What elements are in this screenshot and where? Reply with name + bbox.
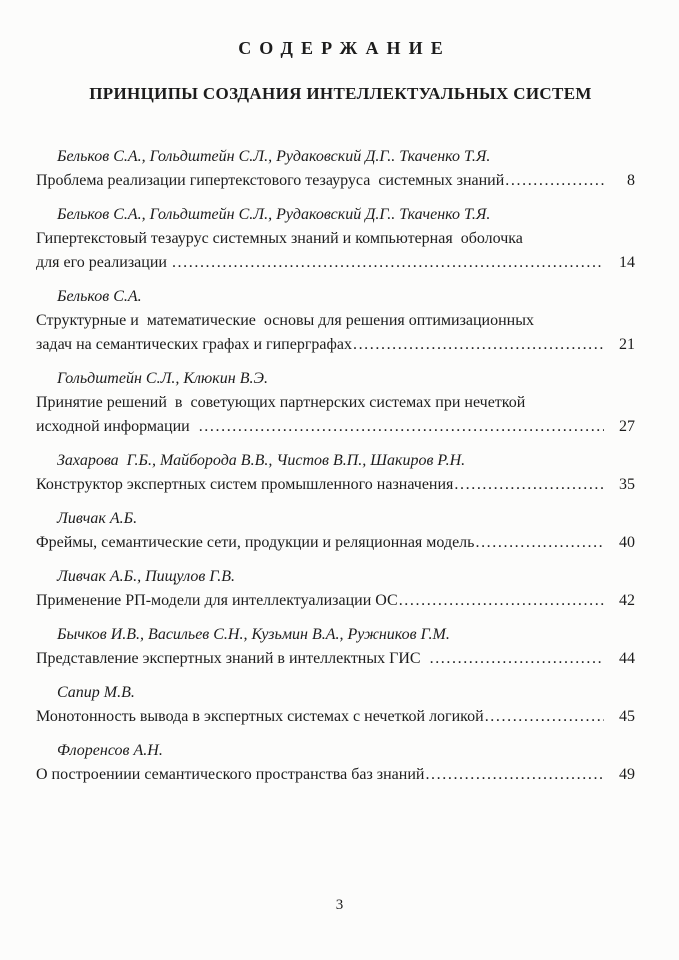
dot-leader xyxy=(172,251,604,275)
toc-entry xyxy=(36,285,645,357)
entry-title: Проблема реализации гипертекстового тезауруса системных знаний xyxy=(36,172,505,189)
entry-title: Применение РП-модели для интеллектуализации ОС xyxy=(36,592,398,609)
dot-leader xyxy=(425,763,604,787)
entry-page-number: 8 xyxy=(627,172,635,189)
dot-leader xyxy=(485,705,604,729)
dot-leader xyxy=(454,473,604,497)
entry-title-line xyxy=(36,391,645,415)
entry-title-line xyxy=(36,763,645,787)
toc-entry xyxy=(36,449,645,497)
entry-page-number: 49 xyxy=(619,766,635,783)
entry-page-number: 44 xyxy=(619,650,635,667)
entry-page-number: 27 xyxy=(619,418,635,435)
toc-entry xyxy=(36,681,645,729)
entry-authors: Гольдштейн С.Л., Клюкин В.Э. xyxy=(57,370,268,387)
entry-authors: Захарова Г.Б., Майборода В.В., Чистов В.П., Шакиров Р.Н. xyxy=(57,452,466,469)
entry-title: Представление экспертных знаний в интеллектных ГИС xyxy=(36,650,429,667)
toc-entry xyxy=(36,739,645,787)
entry-authors: Бельков С.А. xyxy=(57,288,142,305)
dot-leader xyxy=(505,169,604,193)
entry-title-line xyxy=(36,169,645,193)
entry-authors: Бельков С.А., Гольдштейн С.Л., Рудаковский Д.Г.. Ткаченко Т.Я. xyxy=(57,148,491,165)
entry-title-line xyxy=(36,531,645,555)
entry-title-line xyxy=(36,251,645,275)
entry-title-line xyxy=(36,415,645,439)
toc-entry-list xyxy=(36,145,645,787)
entry-title: Принятие решений в советующих партнерских системах при нечеткой xyxy=(36,394,526,411)
entry-title-line xyxy=(36,473,645,497)
dot-leader xyxy=(430,647,604,671)
folio-page-number: 3 xyxy=(335,897,344,913)
toc-entry xyxy=(36,203,645,275)
entry-title: Конструктор экспертных систем промышленного назначения xyxy=(36,476,454,493)
entry-title-line xyxy=(36,309,645,333)
entry-authors: Ливчак А.Б. xyxy=(57,510,138,527)
entry-authors: Ливчак А.Б., Пищулов Г.В. xyxy=(57,568,235,585)
entry-title: О построениии семантического пространства баз знаний xyxy=(36,766,425,783)
entry-authors: Сапир М.В. xyxy=(57,684,135,701)
entry-title: Фреймы, семантические сети, продукции и реляционная модель xyxy=(36,534,475,551)
dot-leader xyxy=(399,589,604,613)
entry-title: Монотонность вывода в экспертных системах с нечеткой логикой xyxy=(36,708,484,725)
toc-entry xyxy=(36,507,645,555)
entry-authors: Бельков С.А., Гольдштейн С.Л., Рудаковский Д.Г.. Ткаченко Т.Я. xyxy=(57,206,491,223)
entry-page-number: 42 xyxy=(619,592,635,609)
dot-leader xyxy=(353,333,604,357)
entry-page-number: 14 xyxy=(619,254,635,271)
toc-entry xyxy=(36,367,645,439)
entry-title-continued: задач на семантических графах и гиперграфах xyxy=(36,336,352,353)
toc-entry xyxy=(36,145,645,193)
entry-title: Гипертекстовый тезаурус системных знаний и компьютерная оболочка xyxy=(36,230,523,247)
entry-page-number: 40 xyxy=(619,534,635,551)
entry-title-line xyxy=(36,589,645,613)
entry-authors: Бычков И.В., Васильев С.Н., Кузьмин В.А., Ружников Г.М. xyxy=(57,626,450,643)
entry-title-continued: для его реализации xyxy=(36,254,171,271)
entry-page-number: 35 xyxy=(619,476,635,493)
entry-title-line xyxy=(36,227,645,251)
page-title: СОДЕРЖАНИЕ xyxy=(238,38,451,58)
toc-entry xyxy=(36,565,645,613)
entry-authors: Флоренсов А.Н. xyxy=(57,742,163,759)
entry-title-continued: исходной информации xyxy=(36,418,198,435)
entry-title-line xyxy=(36,647,645,671)
dot-leader xyxy=(199,415,604,439)
toc-entry xyxy=(36,623,645,671)
entry-title-line xyxy=(36,705,645,729)
entry-page-number: 21 xyxy=(619,336,635,353)
entry-title: Структурные и математические основы для решения оптимизационных xyxy=(36,312,534,329)
dot-leader xyxy=(475,531,604,555)
section-heading: ПРИНЦИПЫ СОЗДАНИЯ ИНТЕЛЛЕКТУАЛЬНЫХ СИСТЕМ xyxy=(89,84,592,103)
entry-title-line xyxy=(36,333,645,357)
entry-page-number: 45 xyxy=(619,708,635,725)
